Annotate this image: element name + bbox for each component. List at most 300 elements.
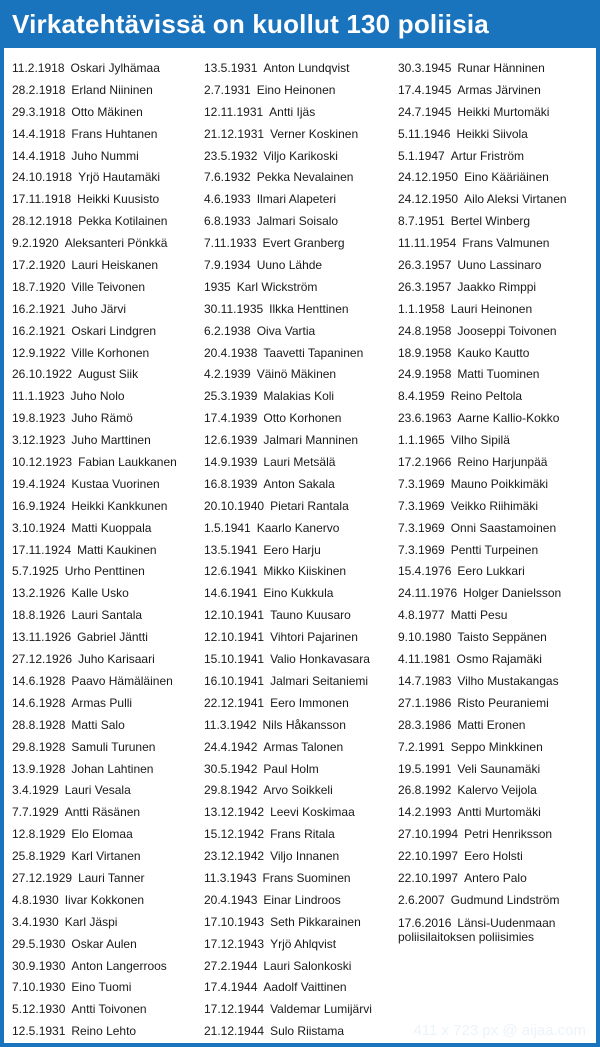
- death-date: 7.3.1969: [398, 476, 445, 491]
- death-date: 11.3.1942: [204, 717, 257, 732]
- list-item: [398, 233, 594, 255]
- death-date: 29.3.1918: [12, 104, 66, 119]
- list-item: [398, 649, 594, 671]
- list-item: [398, 780, 594, 802]
- list-item: [204, 824, 394, 846]
- death-date: 13.5.1941: [204, 542, 258, 557]
- death-date: 17.10.1943: [204, 914, 265, 929]
- death-date: 7.9.1934: [204, 258, 251, 273]
- officer-name: Taavetti Tapaninen: [263, 345, 364, 360]
- death-date: 16.8.1939: [204, 476, 258, 491]
- list-item: [204, 649, 394, 671]
- officer-name: Malakias Koli: [263, 389, 335, 404]
- death-date: 20.4.1943: [204, 892, 258, 907]
- officer-name: Osmo Rajamäki: [456, 652, 542, 667]
- death-date: 13.9.1928: [12, 761, 66, 776]
- officer-name: Heikki Kuusisto: [77, 192, 160, 207]
- death-date: 27.1.1986: [398, 695, 452, 710]
- list-item: [12, 540, 202, 562]
- death-date: 11.3.1943: [204, 870, 257, 885]
- list-item: [398, 408, 594, 430]
- officer-name: Verner Koskinen: [270, 126, 359, 141]
- death-date: 12.9.1922: [12, 345, 66, 360]
- officer-name: Armas Talonen: [263, 739, 344, 754]
- officer-name: Armas Pulli: [71, 695, 133, 710]
- page-title: Virkatehtävissä on kuollut 130 poliisia: [12, 8, 489, 39]
- list-item: [398, 540, 594, 562]
- officer-name: Lauri Salonkoski: [263, 958, 352, 973]
- death-date: 19.8.1923: [12, 411, 66, 426]
- list-item: [204, 102, 394, 124]
- list-column-2: [204, 58, 394, 1043]
- list-item: [204, 759, 394, 781]
- list-item: [398, 211, 594, 233]
- officer-name: Uuno Lähde: [256, 258, 323, 273]
- list-item: [12, 824, 202, 846]
- list-item: [204, 605, 394, 627]
- officer-name: Antti Räsänen: [64, 805, 141, 820]
- death-date: 16.2.1921: [12, 323, 66, 338]
- officer-name: Jalmari Seitaniemi: [270, 673, 369, 688]
- death-date: 5.7.1925: [12, 564, 59, 579]
- list-item: [398, 583, 594, 605]
- death-date: 3.4.1930: [12, 914, 59, 929]
- list-item: [12, 167, 202, 189]
- death-date: 15.4.1976: [398, 564, 452, 579]
- list-item: [204, 671, 394, 693]
- death-date: 12.6.1941: [204, 564, 258, 579]
- death-date: 12.8.1929: [12, 827, 66, 842]
- death-date: 7.7.1929: [12, 805, 59, 820]
- officer-name: Frans Valmunen: [462, 236, 550, 251]
- officer-name: Antti Toivonen: [71, 1002, 147, 1017]
- officer-name: Aleksanteri Pönkkä: [64, 236, 168, 251]
- death-date: 14.6.1928: [12, 695, 66, 710]
- officer-name: Otto Mäkinen: [71, 104, 143, 119]
- death-date: 17.2.1966: [398, 455, 452, 470]
- list-item: [398, 255, 594, 277]
- list-item: [398, 715, 594, 737]
- death-date: 17.6.2016: [398, 915, 452, 930]
- death-date: 13.5.1931: [204, 61, 258, 75]
- officer-name: Juho Marttinen: [71, 433, 151, 448]
- death-date: 30.9.1930: [12, 958, 66, 973]
- death-date: 17.11.1918: [12, 192, 72, 207]
- list-item: [204, 737, 394, 759]
- death-date: 4.8.1977: [398, 608, 445, 623]
- death-date: 6.8.1933: [204, 214, 251, 229]
- officer-name: Ilkka Henttinen: [269, 301, 349, 316]
- death-date: 8.4.1959: [398, 389, 445, 404]
- death-date: 22.10.1997: [398, 849, 459, 864]
- death-date: 24.8.1958: [398, 323, 452, 338]
- officer-name: Matti Kaukinen: [77, 542, 157, 557]
- death-date: 26.3.1957: [398, 279, 452, 294]
- list-item: [204, 912, 394, 934]
- death-date: 24.9.1958: [398, 367, 452, 382]
- death-date: 18.9.1958: [398, 345, 452, 360]
- officer-name: Matti Salo: [71, 717, 125, 732]
- officer-name: Oskari Lindgren: [71, 323, 157, 338]
- list-column-3: [398, 58, 594, 944]
- officer-name: Heikki Kankkunen: [71, 498, 168, 513]
- officer-name: Matti Tuominen: [457, 367, 540, 382]
- list-item: [12, 912, 202, 934]
- death-date: 7.11.1933: [204, 236, 257, 251]
- officer-name: Risto Peuraniemi: [457, 695, 549, 710]
- officer-name: Eero Harju: [263, 542, 321, 557]
- officer-name: Bertel Winberg: [450, 214, 531, 229]
- death-date: 27.10.1994: [398, 827, 459, 842]
- officer-name: Juho Nummi: [71, 148, 139, 163]
- list-item: [12, 452, 202, 474]
- list-item: [12, 956, 202, 978]
- officer-name: Urho Penttinen: [64, 564, 145, 579]
- death-date: 18.8.1926: [12, 608, 66, 623]
- officer-name: Eino Kääriäinen: [464, 170, 549, 185]
- list-item: [204, 627, 394, 649]
- list-item: [12, 321, 202, 343]
- death-date: 14.7.1983: [398, 673, 452, 688]
- officer-name: Paavo Hämäläinen: [71, 673, 173, 688]
- death-date: 24.12.1950: [398, 192, 459, 207]
- list-item: [12, 386, 202, 408]
- officer-name: Aarne Kallio-Kokko: [457, 411, 560, 426]
- death-date: 23.5.1932: [204, 148, 258, 163]
- list-item: [398, 167, 594, 189]
- officer-name: Kustaa Vuorinen: [71, 476, 160, 491]
- death-date: 2.6.2007: [398, 892, 445, 907]
- officer-name: Valio Honkavasara: [270, 652, 370, 667]
- list-item: [398, 627, 594, 649]
- officer-name: Gudmund Lindström: [450, 892, 560, 907]
- list-item: [12, 890, 202, 912]
- death-date: 15.10.1941: [204, 652, 265, 667]
- death-date: 24.12.1950: [398, 170, 459, 185]
- death-date: 3.12.1923: [12, 433, 66, 448]
- list-item: [204, 452, 394, 474]
- list-item: [12, 58, 202, 80]
- list-item: [12, 146, 202, 168]
- officer-name: Anton Langerroos: [71, 958, 167, 973]
- list-item: [204, 430, 394, 452]
- list-item: [398, 124, 594, 146]
- death-date: 4.8.1930: [12, 892, 59, 907]
- list-item: [12, 364, 202, 386]
- officer-name: Sulo Riistama: [270, 1024, 345, 1039]
- watermark: 411 x 723 px @ aijaa.com: [413, 1022, 586, 1039]
- officer-name: Taisto Seppänen: [457, 630, 547, 645]
- death-date: 25.8.1929: [12, 849, 66, 864]
- death-date: 5.12.1930: [12, 1002, 66, 1017]
- list-item: [12, 627, 202, 649]
- death-date: 24.11.1976: [398, 586, 458, 601]
- list-item: [12, 780, 202, 802]
- officer-name: Jooseppi Toivonen: [457, 323, 557, 338]
- death-date: 17.4.1945: [398, 82, 452, 97]
- list-item: [204, 540, 394, 562]
- list-item: [12, 124, 202, 146]
- death-date: 14.6.1928: [12, 673, 66, 688]
- death-date: 17.4.1944: [204, 980, 258, 995]
- list-item: [204, 846, 394, 868]
- officer-name: Heikki Murtomäki: [457, 104, 550, 119]
- officer-name: Antti Ijäs: [269, 104, 316, 119]
- death-date: 11.2.1918: [12, 61, 65, 75]
- list-item: [398, 846, 594, 868]
- list-item: [204, 80, 394, 102]
- death-date: 28.3.1986: [398, 717, 452, 732]
- officer-name: Karl Wickström: [236, 279, 318, 294]
- officer-name: Jalmari Manninen: [263, 433, 359, 448]
- officer-name: August Siik: [78, 367, 139, 382]
- officer-name: Onni Saastamoinen: [450, 520, 557, 535]
- death-date: 4.6.1933: [204, 192, 251, 207]
- death-date: 15.12.1942: [204, 827, 265, 842]
- officer-name: Vilho Mustakangas: [457, 673, 559, 688]
- death-date: 17.2.1920: [12, 258, 66, 273]
- officer-name: Seth Pikkarainen: [270, 914, 361, 929]
- list-item: [12, 693, 202, 715]
- death-date: 6.2.1938: [204, 323, 251, 338]
- list-item: [398, 430, 594, 452]
- death-date: 29.8.1928: [12, 739, 66, 754]
- officer-name: Veli Saunamäki: [457, 761, 541, 776]
- list-item: [12, 715, 202, 737]
- list-item: [204, 277, 394, 299]
- officer-name: Ilmari Alapeteri: [256, 192, 337, 207]
- list-item: [12, 934, 202, 956]
- list-item: [398, 759, 594, 781]
- list-item: [204, 255, 394, 277]
- list-item: [12, 189, 202, 211]
- officer-name: Antero Palo: [464, 870, 527, 885]
- list-item: [204, 58, 394, 80]
- death-date: 21.12.1931: [204, 126, 265, 141]
- officer-name: Anton Sakala: [263, 476, 335, 491]
- officer-name: Matti Eronen: [457, 717, 526, 732]
- officer-name: Lauri Santala: [71, 608, 143, 623]
- officer-name: Karl Virtanen: [71, 849, 141, 864]
- death-date: 17.11.1924: [12, 542, 72, 557]
- list-item: [12, 518, 202, 540]
- list-item: [204, 364, 394, 386]
- officer-name: Kalervo Veijola: [457, 783, 537, 798]
- death-date: 7.3.1969: [398, 520, 445, 535]
- officer-name: Oskar Aulen: [71, 936, 137, 951]
- officer-name: Arvo Soikkeli: [263, 783, 333, 798]
- officer-name: Juho Karisaari: [78, 652, 155, 667]
- list-item: [12, 737, 202, 759]
- death-date: 29.5.1930: [12, 936, 66, 951]
- officer-name: Frans Suominen: [262, 870, 351, 885]
- officer-name: Länsi-Uudenmaan poliisilaitoksen poliisimies: [398, 915, 556, 944]
- death-date: 7.10.1930: [12, 980, 66, 995]
- officer-name: Kalle Usko: [71, 586, 129, 601]
- officer-name: Paul Holm: [263, 761, 319, 776]
- death-date: 11.11.1954: [398, 236, 457, 251]
- death-date: 9.10.1980: [398, 630, 452, 645]
- list-item: [204, 780, 394, 802]
- list-item: [204, 561, 394, 583]
- death-date: 26.10.1922: [12, 367, 73, 382]
- officer-name: Antti Murtomäki: [457, 805, 541, 820]
- list-item: [398, 912, 594, 944]
- list-item: [204, 211, 394, 233]
- list-item: [398, 189, 594, 211]
- death-date: 27.12.1929: [12, 870, 73, 885]
- officer-name: Erland Niininen: [71, 82, 153, 97]
- officer-name: Viljo Innanen: [270, 849, 340, 864]
- list-item: [204, 802, 394, 824]
- death-date: 7.3.1969: [398, 542, 445, 557]
- officer-name: Petri Henriksson: [464, 827, 553, 842]
- death-date: 30.3.1945: [398, 61, 452, 75]
- death-date: 7.6.1932: [204, 170, 251, 185]
- officer-name: Kaarlo Kanervo: [256, 520, 340, 535]
- officer-name: Artur Friström: [450, 148, 525, 163]
- death-date: 14.6.1941: [204, 586, 258, 601]
- officer-name: Iivar Kokkonen: [64, 892, 145, 907]
- death-date: 24.10.1918: [12, 170, 73, 185]
- death-date: 29.8.1942: [204, 783, 258, 798]
- officer-name: Viljo Karikoski: [263, 148, 338, 163]
- list-item: [12, 496, 202, 518]
- officer-name: Oiva Vartia: [256, 323, 316, 338]
- death-date: 12.5.1931: [12, 1024, 66, 1039]
- death-date: 27.12.1926: [12, 652, 73, 667]
- officer-name: Jalmari Soisalo: [256, 214, 339, 229]
- list-item: [398, 693, 594, 715]
- list-item: [12, 233, 202, 255]
- list-item: [398, 386, 594, 408]
- officer-name: Yrjö Hautamäki: [78, 170, 161, 185]
- death-date: 24.7.1945: [398, 104, 452, 119]
- officer-name: Eino Heinonen: [256, 82, 336, 97]
- officer-name: Pekka Kotilainen: [78, 214, 168, 229]
- list-item: [204, 583, 394, 605]
- officer-name: Reino Peltola: [450, 389, 523, 404]
- death-date: 19.4.1924: [12, 476, 66, 491]
- list-item: [204, 189, 394, 211]
- officer-name: Eino Kukkula: [263, 586, 334, 601]
- list-item: [12, 80, 202, 102]
- list-item: [12, 605, 202, 627]
- officer-name: Gabriel Jäntti: [77, 630, 148, 645]
- list-item: [12, 408, 202, 430]
- death-date: 2.7.1931: [204, 82, 251, 97]
- list-item: [398, 868, 594, 890]
- death-date: 4.2.1939: [204, 367, 251, 382]
- list-column-1: [12, 58, 202, 1043]
- officer-name: Frans Huhtanen: [71, 126, 158, 141]
- officer-name: Runar Hänninen: [457, 61, 545, 75]
- death-date: 10.12.1923: [12, 455, 73, 470]
- death-date: 22.12.1941: [204, 695, 265, 710]
- list-item: [12, 802, 202, 824]
- officer-name: Heikki Siivola: [456, 126, 528, 141]
- list-item: [12, 474, 202, 496]
- officer-name: Lauri Heinonen: [450, 301, 533, 316]
- list-item: [204, 167, 394, 189]
- death-date: 12.6.1939: [204, 433, 258, 448]
- officer-name: Juho Järvi: [71, 301, 127, 316]
- officer-name: Otto Korhonen: [263, 411, 342, 426]
- death-date: 12.11.1931: [204, 104, 264, 119]
- officer-name: Uuno Lassinaro: [457, 258, 542, 273]
- death-date: 11.1.1923: [12, 389, 65, 404]
- death-date: 28.8.1928: [12, 717, 66, 732]
- officer-name: Yrjö Ahlqvist: [270, 936, 337, 951]
- officer-name: Veikko Riihimäki: [450, 498, 539, 513]
- death-date: 16.10.1941: [204, 673, 265, 688]
- officer-name: Valdemar Lumijärvi: [270, 1002, 372, 1017]
- death-date: 16.9.1924: [12, 498, 66, 513]
- list-item: [12, 102, 202, 124]
- death-date: 20.10.1940: [204, 498, 265, 513]
- death-date: 22.10.1997: [398, 870, 459, 885]
- officer-name: Evert Granberg: [262, 236, 345, 251]
- list-item: [398, 561, 594, 583]
- officer-name: Johan Lahtinen: [71, 761, 154, 776]
- death-date: 1935: [204, 279, 231, 294]
- list-item: [12, 1021, 202, 1043]
- list-item: [398, 518, 594, 540]
- list-item: [204, 934, 394, 956]
- death-date: 3.10.1924: [12, 520, 66, 535]
- list-item: [204, 299, 394, 321]
- list-item: [204, 977, 394, 999]
- list-item: [12, 430, 202, 452]
- officer-name: Karl Jäspi: [64, 914, 118, 929]
- death-date: 28.2.1918: [12, 82, 66, 97]
- officer-name: Eero Holsti: [464, 849, 523, 864]
- list-item: [204, 518, 394, 540]
- officer-name: Kauko Kautto: [457, 345, 530, 360]
- death-date: 13.12.1942: [204, 805, 265, 820]
- officer-name: Nils Håkansson: [262, 717, 346, 732]
- list-item: [204, 890, 394, 912]
- death-date: 13.2.1926: [12, 586, 66, 601]
- death-date: 23.12.1942: [204, 849, 265, 864]
- list-item: [12, 868, 202, 890]
- officer-name: Pekka Nevalainen: [256, 170, 354, 185]
- list-item: [398, 364, 594, 386]
- death-date: 8.7.1951: [398, 214, 445, 229]
- list-item: [398, 474, 594, 496]
- list-item: [204, 386, 394, 408]
- officer-name: Holger Danielsson: [463, 586, 562, 601]
- officer-name: Oskari Jylhämaa: [70, 61, 160, 75]
- officer-name: Lauri Metsälä: [263, 455, 336, 470]
- list-item: [398, 605, 594, 627]
- officer-name: Anton Lundqvist: [263, 61, 350, 75]
- death-date: 17.12.1943: [204, 936, 265, 951]
- list-item: [204, 715, 394, 737]
- officer-name: Ville Korhonen: [71, 345, 150, 360]
- officer-name: Ville Teivonen: [71, 279, 146, 294]
- officer-name: Mauno Poikkimäki: [450, 476, 549, 491]
- officer-name: Lauri Tanner: [78, 870, 145, 885]
- officer-name: Reino Harjunpää: [457, 455, 548, 470]
- death-date: 13.11.1926: [12, 630, 72, 645]
- officer-name: Juho Nolo: [70, 389, 125, 404]
- death-date: 25.3.1939: [204, 389, 258, 404]
- officer-name: Fabian Laukkanen: [78, 455, 177, 470]
- list-item: [12, 649, 202, 671]
- officer-name: Lauri Vesala: [64, 783, 131, 798]
- list-item: [204, 321, 394, 343]
